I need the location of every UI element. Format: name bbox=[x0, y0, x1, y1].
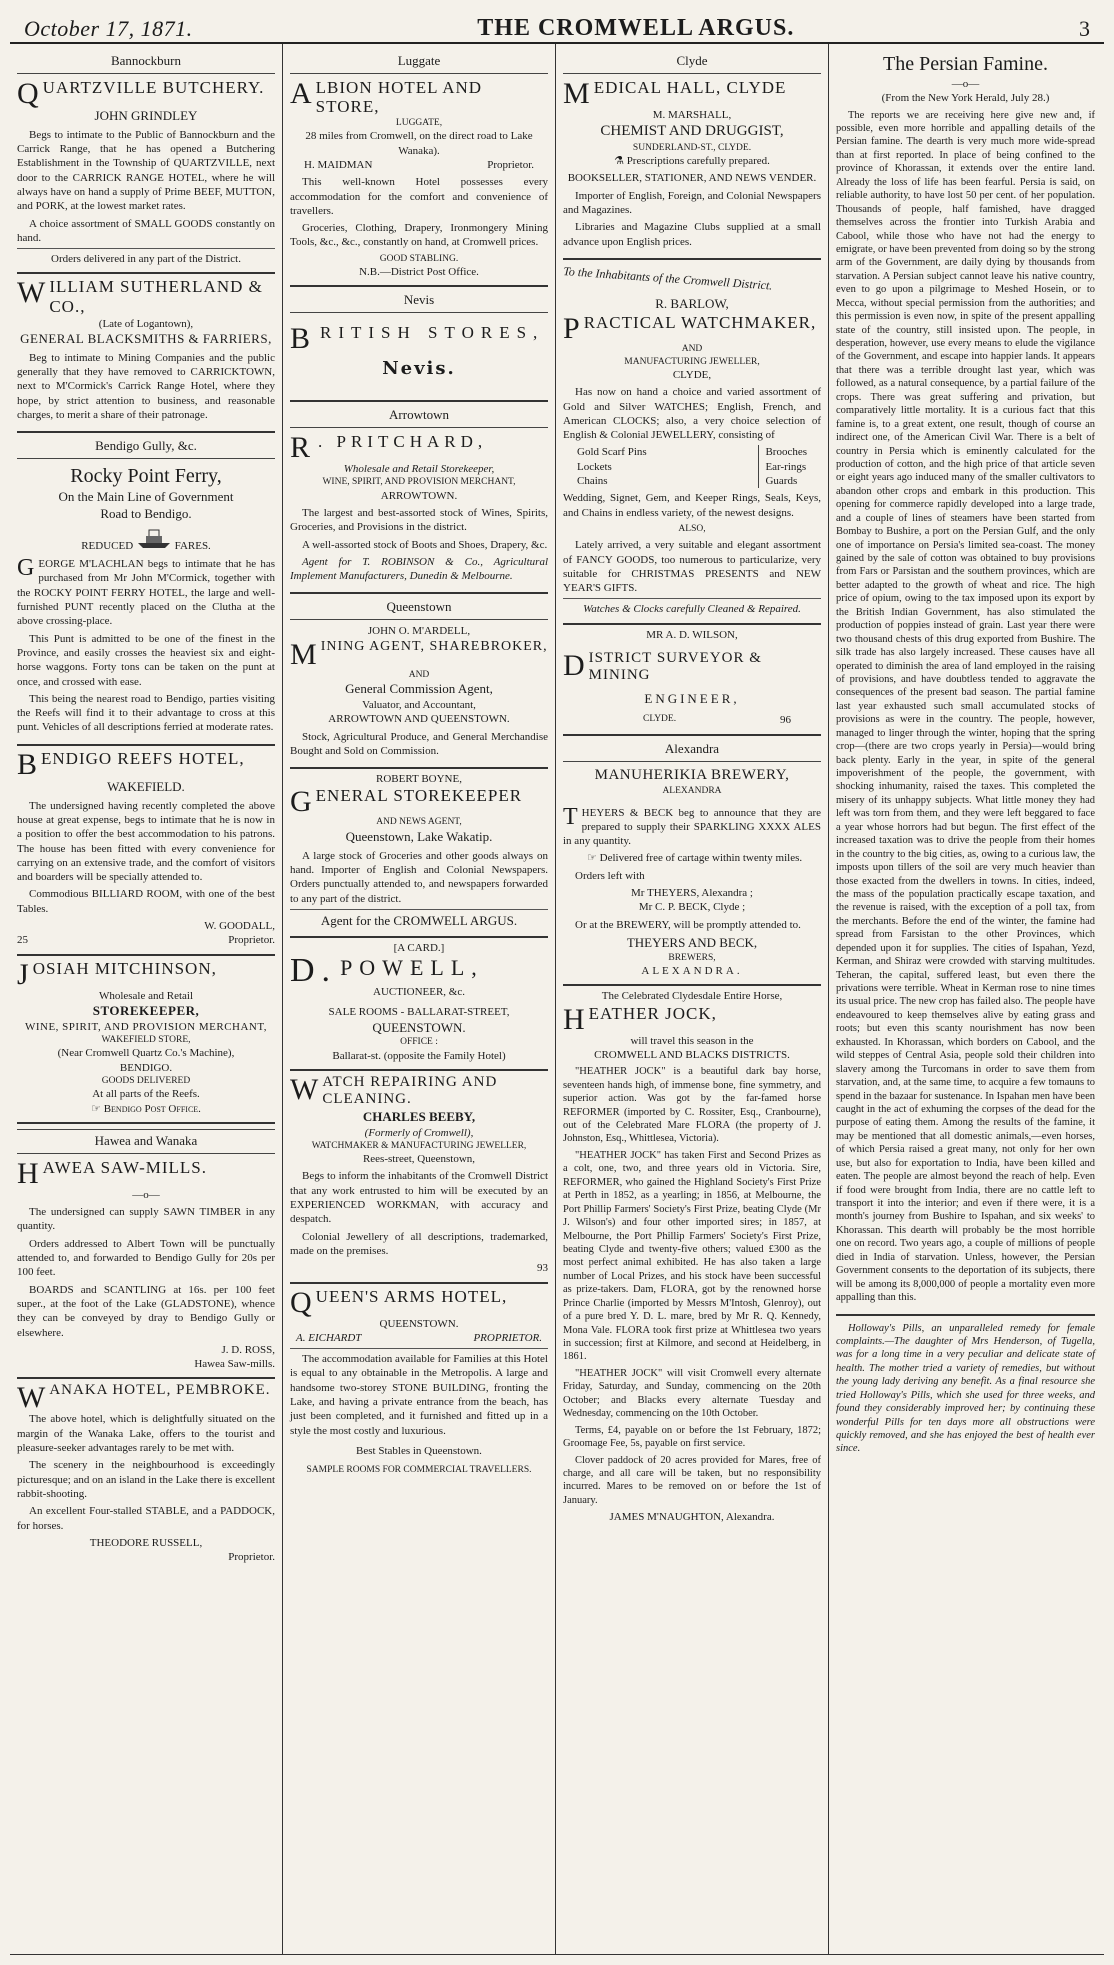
ad-line: QUEENSTOWN. bbox=[372, 1019, 466, 1035]
ad-line: (Near Cromwell Quartz Co.'s Machine), bbox=[57, 1047, 235, 1060]
ad-line: Best Stables in Queenstown. bbox=[356, 1444, 482, 1457]
proprietor-name: H. MAIDMAN bbox=[304, 158, 373, 171]
section-header: Alexandra bbox=[563, 739, 821, 762]
ad-line: Queenstown, Lake Wakatip. bbox=[345, 828, 493, 844]
ad-body: An excellent Four-stalled STABLE, and a PADDOCK, for horses. bbox=[17, 1505, 275, 1532]
ad-line: 28 miles from Cromwell, on the direct road to Lake Wanaka). bbox=[305, 130, 533, 157]
ad-place: ALEXANDRA. bbox=[641, 965, 743, 978]
ad-line: Orders left with bbox=[575, 869, 645, 882]
ad-headline: INING AGENT, SHAREBROKER, bbox=[320, 638, 548, 654]
drop-cap: G bbox=[17, 555, 36, 582]
ad-intro: The Celebrated Clydesdale Entire Horse, bbox=[601, 990, 783, 1003]
ad-place: SUNDERLAND-ST., CLYDE. bbox=[632, 142, 752, 153]
ad-title-line: Road to Bendigo. bbox=[100, 506, 192, 521]
section-header: Arrowtown bbox=[290, 405, 548, 428]
list-item: Ear-rings bbox=[765, 460, 807, 473]
ad-body: The above hotel, which is delightfully situated on the margin of the Wanaka Lake, offers to the tourist and pleasure-seeker advantages rarely to be met with. bbox=[17, 1413, 275, 1455]
ad-line: Valuator, and Accountant, bbox=[362, 698, 476, 711]
ad-body: Clover paddock of 20 acres provided for Mares, free of charge, and all care will be taken, but no responsibility incurred. Mares to be removed on or before the 1st of January. bbox=[563, 1454, 821, 1506]
issue-date: October 17, 1871. bbox=[24, 16, 193, 41]
column-2 bbox=[283, 44, 556, 1954]
ad-place-gothic: Nevis. bbox=[382, 357, 456, 379]
ad-pritchard bbox=[290, 402, 548, 594]
proprietor-name: A. EICHARDT bbox=[296, 1331, 362, 1344]
drop-cap: M bbox=[290, 637, 318, 671]
banner-text: To the Inhabitants of the Cromwell District. bbox=[562, 263, 773, 293]
ad-body: The undersigned having recently completed the above house at great expense, begs to intimate that he is now in a position to offer the best accommodation to his patrons. The house has been fitted with every convenience for carrying on an extensive trade, and the comfort of visitors and boarders will be specially attended to. bbox=[17, 799, 275, 884]
ad-name: R. BARLOW, bbox=[655, 296, 729, 312]
ad-body: Commodious BILLIARD ROOM, with one of the best Tables. bbox=[17, 888, 275, 915]
ad-line: BOOKSELLER, STATIONER, AND NEWS VENDER. bbox=[567, 172, 817, 185]
article-source: (From the New York Herald, July 28.) bbox=[881, 92, 1050, 105]
signature-role: Proprietor. bbox=[228, 934, 275, 947]
drop-cap: A bbox=[290, 76, 313, 110]
ad-body: The undersigned can supply SAWN TIMBER in any quantity. bbox=[17, 1206, 275, 1233]
ad-body: Holloway's Pills, an unparalleled remedy for female complaints.—The daughter of Mrs Henderson, of Tugella, was for a long time in a very peculiar and delicate state of health. The mother tried a variety of remedies, but without the young lady deriving any benefit. As a final resource she tried Holloway's Pills, which she used for three weeks, and found they considerably improved her; by continuing these wonderful Pills for ten days more all obstructions were quickly removed, and she has enjoyed the best of health ever since. bbox=[836, 1322, 1095, 1455]
list-item: Brooches bbox=[765, 446, 807, 459]
list-item: Lockets bbox=[577, 460, 612, 473]
ad-headline: ENDIGO REEFS HOTEL, bbox=[41, 748, 245, 768]
ad-line: ENGINEER, bbox=[644, 690, 740, 706]
ad-trade: CHEMIST AND DRUGGIST, bbox=[600, 123, 784, 140]
newspaper-title: THE CROMWELL ARGUS. bbox=[477, 15, 795, 41]
mortar-pestle-icon: ⚗ bbox=[614, 155, 624, 168]
ad-wilson-surveyor bbox=[563, 625, 821, 736]
ad-body: Begs to intimate to the Public of Bannockburn and the Carrick Range, that he has opened a Butchering Establishment in the Township of QUARTZVILLE, next door to the CARRICK RANGE HOTEL, where he will always have on hand a supply of Prime BEEF, MUTTON, and PORK, at the lowest market rates. bbox=[17, 128, 275, 213]
ad-line: will travel this season in the bbox=[630, 1034, 754, 1047]
ad-line: BENDIGO. bbox=[119, 1061, 173, 1074]
drop-cap: T bbox=[563, 803, 579, 830]
ad-body: This being the nearest road to Bendigo, parties visiting the Reefs will find it to their advantage to cross at this punt. Vehicles of all descriptions ferried at moderate rates. bbox=[17, 692, 275, 734]
ad-body: Terms, £4, payable on or before the 1st February, 1872; Groomage Fee, 5s, payable on first service. bbox=[563, 1424, 821, 1450]
ad-line: Wholesale and Retail bbox=[98, 989, 194, 1002]
drop-cap: D bbox=[563, 649, 586, 683]
ad-footer: Watches & Clocks carefully Cleaned & Repaired. bbox=[583, 603, 801, 616]
ad-body: A large stock of Groceries and other goods always on hand. Importer of English and Colonial Newspapers. Orders punctually attended to, and newspapers forwarded to any part of the district. bbox=[290, 849, 548, 905]
drop-cap: G bbox=[290, 785, 313, 819]
ad-mardell bbox=[290, 594, 548, 769]
ad-body: Begs to inform the inhabitants of the Cromwell District that any work entrusted to him will be executed by an EXPERIENCED WORKMAN, with accuracy and despatch. bbox=[290, 1170, 548, 1226]
ad-medical-hall bbox=[563, 48, 821, 260]
ad-line: Mr C. P. BECK, Clyde ; bbox=[638, 901, 746, 914]
signature-name: THEODORE RUSSELL, bbox=[89, 1536, 203, 1549]
article-persian-famine bbox=[836, 48, 1095, 1316]
ad-place: QUEENSTOWN. bbox=[379, 1317, 459, 1330]
section-header: Luggate bbox=[290, 51, 548, 74]
ad-headline: AWEA SAW-MILLS. bbox=[42, 1157, 207, 1177]
ad-headline: UARTZVILLE BUTCHERY. bbox=[42, 77, 265, 97]
drop-cap: H bbox=[563, 1002, 586, 1036]
ad-body: "HEATHER JOCK" has taken First and Second Prizes as a colt, one, two, and three years old in Victoria. Sire, REFORMER, who gained the Highland Society's First Prize at Perth in 1852, as a yearling; in 1856, at Melbourne, the Port Phillip Farmers' Society's First Prize, beating Clyde (Mr J. Wilson's) and four other imported sires; in 1857, at Melbourne, the Port Phillip Farmers' Society's First Prize, beating Clyde and twenty-five others; valued £300 as the most perfect animal exhibited. He has also taken a large number of Local Prizes, and his stock have been successful as prize-takers. Dam, FLORA, got by the renowned horse Prince Charlie (imported by Messrs M'Intosh, Glenroy), out of a pure bred Y. D. L. mare, bred by Mr R. Q. Kennedy, Mona Vale. FLORA took first prize at Whittlesea two years in succession; first at Kilmore, and second at Heidelberg, in 1861. bbox=[563, 1149, 821, 1363]
section-header: Clyde bbox=[563, 51, 821, 74]
ad-line: At all parts of the Reefs. bbox=[92, 1088, 200, 1101]
ad-body: Wedding, Signet, Gem, and Keeper Rings, Seals, Keys, and Chains in endless variety, of the newest designs. bbox=[563, 492, 821, 519]
signature-role: Proprietor. bbox=[228, 1551, 275, 1564]
ad-body: Orders addressed to Albert Town will be punctually attended to, and forwarded to Bendigo Gully for 20s per 100 feet. bbox=[17, 1237, 275, 1279]
signature-name: J. D. ROSS, bbox=[221, 1343, 275, 1356]
ad-holloways-pills bbox=[836, 1316, 1095, 1465]
ad-headline: LBION HOTEL AND STORE, bbox=[315, 77, 483, 117]
ad-line: AUCTIONEER, &c. bbox=[373, 986, 465, 998]
ad-body: EORGE M'LACHLAN begs to intimate that he has purchased from Mr John M'Cormick, together with the ROCKY POINT FERRY HOTEL, the large and well-furnished PUNT recently placed on the Clutha at the above crossing-place. bbox=[17, 558, 275, 628]
ad-line: Prescriptions carefully prepared. bbox=[626, 155, 770, 168]
ad-line: STOREKEEPER, bbox=[92, 1002, 200, 1018]
ad-body: Importer of English, Foreign, and Colonial Newspapers and Magazines. bbox=[563, 189, 821, 216]
ad-title-line: On the Main Line of Government bbox=[58, 489, 234, 505]
list-item: Gold Scarf Pins bbox=[577, 446, 647, 459]
ad-agent: Agent for the CROMWELL ARGUS. bbox=[320, 912, 518, 928]
ad-body: A well-assorted stock of Boots and Shoes, Drapery, &c. bbox=[302, 538, 548, 551]
ad-headline: ISTRICT SURVEYOR & MINING bbox=[588, 650, 762, 684]
item-list bbox=[563, 445, 821, 488]
ad-place: LUGGATE, bbox=[395, 117, 443, 128]
ad-body: Lately arrived, a very suitable and elegant assortment of FANCY GOODS, too numerous to particularize, very suitable for CHRISTMAS PRESENTS and NEW YEAR'S GIFTS. bbox=[563, 539, 821, 595]
ad-mitchinson bbox=[17, 956, 275, 1124]
dash-divider: —o— bbox=[132, 1188, 160, 1201]
column-4 bbox=[829, 44, 1102, 1954]
fares-label: FARES. bbox=[174, 539, 211, 552]
ad-headline: EATHER JOCK, bbox=[588, 1003, 717, 1023]
ad-body: Or at the BREWERY, will be promptly attended to. bbox=[575, 918, 801, 931]
ad-body: Libraries and Magazine Clubs supplied at a small advance upon English prices. bbox=[563, 221, 821, 248]
masthead bbox=[10, 8, 1104, 44]
ad-headline: EDICAL HALL, CLYDE bbox=[593, 77, 787, 97]
ad-headline: ANAKA HOTEL, PEMBROKE. bbox=[49, 1382, 271, 1399]
ad-quartzville-butchery bbox=[17, 48, 275, 274]
fares-line bbox=[17, 527, 275, 553]
ad-body: Has now on hand a choice and varied assortment of Gold and Silver WATCHES; English, French, and American CLOCKS; also, a very choice selection of English & Colonial JEWELLERY, consisting of bbox=[563, 386, 821, 442]
ad-line: WATCHMAKER & MANUFACTURING JEWELLER, bbox=[311, 1140, 527, 1151]
ad-body: BOARDS and SCANTLING at 16s. per 100 feet super., at the foot of the Lake (GLADSTONE), whence they can be conveyed by dray to Bendigo Gully or elsewhere. bbox=[17, 1283, 275, 1339]
ad-name: ROBERT BOYNE, bbox=[376, 773, 462, 786]
ad-bendigo-reefs-hotel bbox=[17, 746, 275, 956]
ad-line: CROMWELL AND BLACKS DISTRICTS. bbox=[594, 1049, 790, 1061]
drop-cap: Q bbox=[290, 1285, 313, 1319]
ferry-boat-icon bbox=[136, 527, 172, 553]
ad-body: Groceries, Clothing, Drapery, Ironmongery Mining Tools, &c., &c., constantly on hand, at Cromwell prices. bbox=[290, 222, 548, 249]
card-label: [A CARD.] bbox=[393, 941, 445, 954]
reduced-label: REDUCED bbox=[81, 539, 134, 552]
ad-line: WINE, SPIRIT, AND PROVISION MERCHANT, bbox=[24, 1020, 268, 1033]
ad-line: ARROWTOWN AND QUEENSTOWN. bbox=[328, 713, 510, 726]
ad-place: ALEXANDRA bbox=[662, 786, 722, 797]
ad-headline: OSIAH MITCHINSON, bbox=[32, 958, 217, 978]
ad-body: Beg to intimate to Mining Companies and the public generally that they have removed to CARRICKTOWN, next to M'Cormick's Carrick Range Hotel, where they hope, by strict attention to business, and reasonable charges, to merit a share of their patronage. bbox=[17, 351, 275, 421]
page-number: 3 bbox=[1079, 16, 1090, 41]
ad-queens-arms-hotel bbox=[290, 1284, 548, 1483]
drop-cap: Q bbox=[17, 76, 40, 110]
ad-body: The largest and best-assorted stock of Wines, Spirits, Groceries, and Provisions in the district. bbox=[290, 507, 548, 534]
drop-cap: H bbox=[17, 1156, 40, 1190]
ad-number: 25 bbox=[17, 934, 28, 947]
ad-name: M. MARSHALL, bbox=[652, 108, 732, 121]
ad-body: A choice assortment of SMALL GOODS constantly on hand. bbox=[17, 217, 275, 244]
list-item: Chains bbox=[577, 475, 608, 488]
ad-body: The accommodation available for Families at this Hotel is equal to any obtainable in the Metropolis. A large and handsome two-storey STONE BUILDING, fronting the Lake, and having a private entrance from the beach, has just been completed, and it furnished and fitted up in a style the most costly and luxurious. bbox=[290, 1353, 548, 1437]
ad-place: CLYDE, bbox=[672, 368, 712, 381]
ad-robert-boyne bbox=[290, 769, 548, 938]
ad-line: SALE ROOMS - BALLARAT-STREET, bbox=[328, 1006, 510, 1019]
ad-body: HEYERS & BECK beg to announce that they are prepared to supply their SPARKLING XXXX ALES in any quantity. bbox=[563, 806, 821, 848]
columns bbox=[10, 44, 1104, 1955]
ad-hawea-saw-mills bbox=[17, 1124, 275, 1379]
ad-place: CLYDE. bbox=[643, 714, 677, 725]
ad-line: Rees-street, Queenstown, bbox=[362, 1153, 476, 1166]
ad-headline: POWELL, bbox=[340, 955, 484, 980]
drop-cap: R bbox=[290, 431, 316, 465]
ad-name: JOHN O. M'ARDELL, bbox=[367, 625, 471, 638]
ad-line: ALSO, bbox=[678, 523, 706, 534]
ad-line: Ballarat-st. (opposite the Family Hotel) bbox=[332, 1049, 506, 1062]
ad-line: BREWERS, bbox=[668, 952, 716, 963]
ad-title: MANUHERIKIA BREWERY, bbox=[594, 766, 790, 783]
proprietor-name: JOHN GRINDLEY bbox=[94, 107, 198, 123]
ad-name: CHARLES BEEBY, bbox=[362, 1108, 476, 1124]
ad-wanaka-hotel bbox=[17, 1379, 275, 1570]
article-title: The Persian Famine. bbox=[883, 53, 1048, 75]
ad-headline: RACTICAL WATCHMAKER, bbox=[583, 313, 817, 333]
ad-body: This well-known Hotel possesses every accommodation for the comfort and convenience of travellers. bbox=[290, 176, 548, 217]
pointing-hand-icon: ☞ bbox=[91, 1102, 101, 1115]
ad-headline: RITISH STORES, bbox=[320, 323, 545, 343]
proprietor-role: Proprietor. bbox=[487, 158, 534, 171]
ad-body: Agent for T. ROBINSON & Co., Agricultural Implement Manufacturers, Dunedin & Melbourne. bbox=[290, 555, 548, 583]
dash-divider: —o— bbox=[951, 78, 980, 90]
ad-headline: ILLIAM SUTHERLAND & CO., bbox=[49, 277, 263, 316]
ad-barlow bbox=[563, 260, 821, 625]
ad-body: "HEATHER JOCK" will visit Cromwell every alternate Friday, Saturday, and Sunday, commencing on the 20th October; and Blacks every alternate Tuesday and Wednesday, commencing on the 10th October. bbox=[563, 1367, 821, 1420]
section-header: Bendigo Gully, &c. bbox=[17, 436, 275, 459]
ad-albion-hotel bbox=[290, 48, 548, 287]
section-header: Bannockburn bbox=[17, 51, 275, 74]
ad-name: THEYERS AND BECK, bbox=[626, 934, 758, 950]
ad-body: Delivered free of cartage within twenty miles. bbox=[599, 852, 803, 865]
ad-name: MR A. D. WILSON, bbox=[646, 628, 738, 641]
ad-line: N.B.—District Post Office. bbox=[359, 266, 479, 279]
ad-heather-jock bbox=[563, 986, 821, 1530]
column-3 bbox=[556, 44, 829, 1954]
list-item: Guards bbox=[765, 475, 798, 488]
ad-headline: ENERAL STOREKEEPER bbox=[315, 786, 523, 806]
ad-british-stores bbox=[290, 287, 548, 402]
signature-name: JAMES M'NAUGHTON, Alexandra. bbox=[609, 1511, 775, 1524]
ad-body: The scenery in the neighbourhood is exceedingly picturesque; and on an island in the Lake there is excellent rabbit-shooting. bbox=[17, 1459, 275, 1500]
ad-line: GOOD STABLING. bbox=[379, 253, 459, 264]
ad-place: WAKEFIELD. bbox=[107, 778, 185, 794]
ad-line: GOODS DELIVERED bbox=[101, 1076, 191, 1087]
ad-body: Colonial Jewellery of all descriptions, trademarked, made on the premises. bbox=[290, 1230, 548, 1257]
proprietor-role: PROPRIETOR. bbox=[473, 1331, 542, 1344]
ad-headline: UEEN'S ARMS HOTEL, bbox=[315, 1286, 508, 1306]
ad-title: Rocky Point Ferry, bbox=[70, 465, 222, 488]
ad-body: "HEATHER JOCK" is a beautiful dark bay horse, seventeen hands high, of immense bone, fine symmetry, and superior action. Was got by the far-famed horse REFORMER (imported by C. Rossiter, Esq., Cranbourne), out of the Celebrated Mare FLORA (the property of J. Johnston, Esq., Whittlesea, Victoria). bbox=[563, 1066, 821, 1145]
section-header: Hawea and Wanaka bbox=[17, 1129, 275, 1154]
column-1 bbox=[10, 44, 283, 1954]
section-header: Queenstown bbox=[290, 597, 548, 620]
ad-manuherikia-brewery bbox=[563, 736, 821, 987]
ad-line: WAKEFIELD STORE, bbox=[101, 1035, 191, 1046]
ad-number: 93 bbox=[537, 1262, 548, 1275]
ad-footer: Orders delivered in any part of the District. bbox=[51, 253, 241, 266]
section-header: Nevis bbox=[290, 290, 548, 313]
drop-cap: D. bbox=[290, 952, 338, 989]
ad-headline: . PRITCHARD, bbox=[318, 432, 488, 452]
ad-charles-beeby bbox=[290, 1071, 548, 1283]
signature-role: Hawea Saw-mills. bbox=[194, 1358, 275, 1371]
drop-cap: P bbox=[563, 312, 581, 346]
ad-line: OFFICE : bbox=[400, 1037, 438, 1048]
drop-cap: W bbox=[17, 1381, 47, 1415]
drop-cap: J bbox=[17, 957, 30, 991]
ad-line: AND NEWS AGENT, bbox=[376, 817, 462, 828]
ad-powell bbox=[290, 938, 548, 1071]
pointing-hand-icon: ☞ bbox=[587, 852, 597, 865]
article-paragraph: The reports we are receiving here give new and, if possible, even more horrible and appalling details of the Persian famine. The dearth is very much more wide-spread than at first reported. In place of being confined to the province of Khorassan, it extends over the entire land. Already the loss of life has been fearful. Persia is said, on reliable authority, to have lost 50 per cent. of her population. Thousands of people, half famished, have dragged themselves across the frontier into Turkish Arabia and Cabool, while those who have not had the energy to emigrate, or have been prevented from doing so by the strong arm of the Government, are daily dying by thousands from starvation. A Persian subject cannot leave his native country, even to go upon a pilgrimage to Meshed Hosein, or to Mecca, without special permission from the authorities; and this permission is even now, in spite of the present appalling state of the country, still insisted upon. The people, in desperation, however, use every means to elude the vigilance of the Government, and escape into happier lands. It appears that there was a terrible drought last year, which was followed, as a natural consequence, by a partial failure of the crops. There was great suffering and privation, but comparatively little mortality. It is a curious fact that this famine is, to a great extent, one result, though of course an indirect one, of the American Civil War. There is a belt of country in Persia which is eminently calculated for the production of cotton, and the high price of that article seven or eight years ago induced many of the smaller cultivators to abandon other crops and embark in this production. This opening for commerce rapidly developed into a large trade, and a couple of lines of steamers have been started from Bombay to Bushire, a port on the Persian Gulf, and the only one of importance on Persia's limited sea-coast. The money gained by the sale of cotton was obtained to buy provisions from Fars or Parsistan and the southern provinces, which are better adapted to the growth of wheat and rice. The high price of opium, owing to the tax imposed upon its export by the British Indian Government, has also stimulated the production of poppies instead of grain. Last year there were two thousand chests of this drug exported from Bushire. The silk trade has also largely increased. These causes have all operated to diminish the area of land employed in the raising of provisions, and have doubtless tended to aggravate the consequences of the present bad season. The partial famine last year exhausted such small accumulated stocks of provisions as were in the country. The people, however, managed to linger through the winter, hoping that the spring crop—(there are two crops yearly in Persia)—would bring back plenty. Early in the year, in spite of the general impoverishment of the people, the government, with shocking inhumanity, raised the taxes. This completed the misery of its unhappy subjects. What little money they had left was torn from them, and they were left beggared to face a year whose horrors had but begun. The first effect of the increased taxation was to drive the people from their homes in the country to the big cities, as, owing to a curious law, the imposts upon tillers of the soil are very much heavier than those exacted from the dwellers in towns. In cities, indeed, the mass of the population practically escape taxation, and the revenue is raised, with the exception of a poll tax, from the merchants. Before the end of the winter, the famine had spread from Farsistan to the other Provinces, which depended upon it for supplies. The cities of Ispahan, Yezd, Kerman, and Shiraz were crowded with starving multitudes. Teheran, the capital, suffered least, but even there the privations were terrible. Wheat in Kerman rose to nine times its usual price. The new crop has failed also. The people have endeavoured to keep themselves alive by eating grass and roots; but even this scanty nourishment has now been exhausted. In Khorassan, which borders on Cabool, and the wild steppes of Central Asia, people sold their children into slavery among the Turcomans in order to save them from starvation, and, at the same time, to acquire a few tomauns to spend in the bazaar for sustenance. In Ispahan men have been caught in the act of exhuming the corpses of the dead for the purpose of eating them. Among the results of the famine, it may be mentioned that all domestic animals,—even horses, of which Persia raised a great many, not only for her own use, but also for exportation to India, have been killed and eaten. The people are almost beyond the reach of help. Even if food were brought from India, there are no cattle left to transport it into the interior; and even if there were, it is a month's journey from Bushire to Ispahan, and six weeks' to Khorassan. This dearth will probably be the most horrible one on record. Two years ago, a couple of millions of people died in India of starvation. Unless, however, the Persian Government consents to the deportation of its subjects, there will be among its 8,000,000 of people a mortality even more appalling than this. bbox=[836, 109, 1095, 1304]
ad-number: 96 bbox=[780, 714, 791, 727]
drop-cap: B bbox=[290, 322, 318, 356]
drop-cap: B bbox=[17, 747, 39, 781]
drop-cap: M bbox=[563, 76, 591, 110]
ad-line: General Commission Agent, bbox=[345, 681, 493, 697]
ad-line: ARROWTOWN. bbox=[380, 489, 458, 502]
ad-body: Stock, Agricultural Produce, and General Merchandise Bought and Sold on Commission. bbox=[290, 730, 548, 757]
ad-trade: MANUFACTURING JEWELLER, bbox=[624, 356, 760, 367]
ad-line: Mr THEYERS, Alexandra ; bbox=[630, 886, 753, 899]
ad-line: AND bbox=[408, 669, 430, 680]
ad-line: WINE, SPIRIT, AND PROVISION MERCHANT, bbox=[322, 477, 516, 488]
ad-line: (Formerly of Cromwell), bbox=[364, 1126, 474, 1139]
ad-rocky-point-ferry bbox=[17, 433, 275, 746]
ad-subtitle: (Late of Logantown), bbox=[98, 317, 194, 330]
ad-line: SAMPLE ROOMS FOR COMMERCIAL TRAVELLERS. bbox=[306, 1465, 532, 1476]
drop-cap: W bbox=[290, 1073, 320, 1107]
ad-trade: GENERAL BLACKSMITHS & FARRIERS, bbox=[20, 330, 272, 346]
ad-body: This Punt is admitted to be one of the finest in the Province, and easily crosses the heaviest six and eight-horse waggons. Forty tons can be taken on the punt at once, and crossed with ease. bbox=[17, 632, 275, 688]
ad-line: Bendigo Post Office. bbox=[103, 1102, 201, 1115]
ad-headline: ATCH REPAIRING AND CLEANING. bbox=[322, 1074, 498, 1108]
drop-cap: W bbox=[17, 276, 47, 310]
signature-name: W. GOODALL, bbox=[204, 920, 275, 933]
ad-sutherland bbox=[17, 274, 275, 433]
ad-line: Wholesale and Retail Storekeeper, bbox=[343, 463, 495, 476]
ad-line: AND bbox=[681, 344, 703, 355]
